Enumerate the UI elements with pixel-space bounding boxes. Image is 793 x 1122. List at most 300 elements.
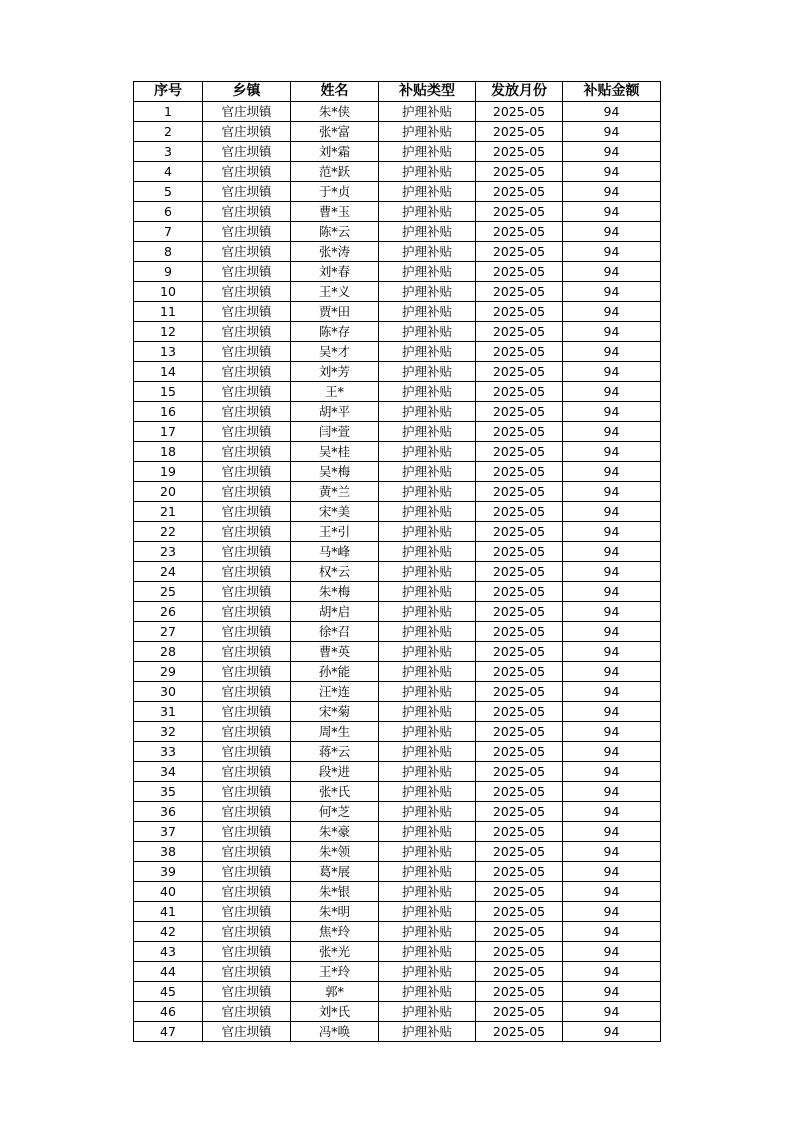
cell-subsidy-amount: 94	[563, 342, 661, 362]
table-row	[134, 942, 661, 962]
cell-issue-month: 2025-05	[476, 182, 563, 202]
table-row	[134, 682, 661, 702]
table-row	[134, 542, 661, 562]
table-row	[134, 182, 661, 202]
cell-seq: 36	[134, 802, 203, 822]
cell-town: 官庄坝镇	[203, 142, 291, 162]
cell-subsidy-type: 护理补贴	[379, 542, 476, 562]
cell-issue-month: 2025-05	[476, 442, 563, 462]
cell-seq: 43	[134, 942, 203, 962]
cell-name: 吴*桂	[291, 442, 379, 462]
cell-name: 闫*萱	[291, 422, 379, 442]
cell-town: 官庄坝镇	[203, 1002, 291, 1022]
cell-issue-month: 2025-05	[476, 1002, 563, 1022]
cell-seq: 17	[134, 422, 203, 442]
cell-subsidy-type: 护理补贴	[379, 742, 476, 762]
cell-town: 官庄坝镇	[203, 682, 291, 702]
cell-town: 官庄坝镇	[203, 382, 291, 402]
cell-seq: 41	[134, 902, 203, 922]
cell-town: 官庄坝镇	[203, 542, 291, 562]
table-row	[134, 842, 661, 862]
cell-subsidy-amount: 94	[563, 242, 661, 262]
cell-seq: 32	[134, 722, 203, 742]
cell-seq: 3	[134, 142, 203, 162]
cell-subsidy-amount: 94	[563, 782, 661, 802]
table-row	[134, 382, 661, 402]
cell-name: 汪*连	[291, 682, 379, 702]
cell-subsidy-type: 护理补贴	[379, 622, 476, 642]
cell-town: 官庄坝镇	[203, 222, 291, 242]
cell-subsidy-type: 护理补贴	[379, 462, 476, 482]
cell-town: 官庄坝镇	[203, 942, 291, 962]
cell-name: 王*	[291, 382, 379, 402]
cell-name: 葛*展	[291, 862, 379, 882]
cell-subsidy-type: 护理补贴	[379, 382, 476, 402]
cell-subsidy-type: 护理补贴	[379, 442, 476, 462]
cell-town: 官庄坝镇	[203, 402, 291, 422]
cell-subsidy-amount: 94	[563, 362, 661, 382]
cell-subsidy-amount: 94	[563, 542, 661, 562]
cell-name: 孙*能	[291, 662, 379, 682]
table-row	[134, 462, 661, 482]
cell-subsidy-type: 护理补贴	[379, 562, 476, 582]
cell-subsidy-amount: 94	[563, 622, 661, 642]
cell-subsidy-type: 护理补贴	[379, 942, 476, 962]
cell-issue-month: 2025-05	[476, 602, 563, 622]
cell-subsidy-type: 护理补贴	[379, 522, 476, 542]
cell-name: 权*云	[291, 562, 379, 582]
cell-subsidy-type: 护理补贴	[379, 362, 476, 382]
cell-issue-month: 2025-05	[476, 562, 563, 582]
cell-name: 黄*兰	[291, 482, 379, 502]
cell-subsidy-type: 护理补贴	[379, 1022, 476, 1042]
cell-seq: 26	[134, 602, 203, 622]
cell-issue-month: 2025-05	[476, 522, 563, 542]
header-issue-month: 发放月份	[476, 82, 563, 102]
cell-name: 周*生	[291, 722, 379, 742]
cell-subsidy-amount: 94	[563, 422, 661, 442]
cell-issue-month: 2025-05	[476, 222, 563, 242]
cell-seq: 2	[134, 122, 203, 142]
cell-seq: 38	[134, 842, 203, 862]
cell-town: 官庄坝镇	[203, 802, 291, 822]
cell-subsidy-amount: 94	[563, 322, 661, 342]
cell-name: 段*进	[291, 762, 379, 782]
cell-town: 官庄坝镇	[203, 762, 291, 782]
cell-subsidy-amount: 94	[563, 1022, 661, 1042]
cell-issue-month: 2025-05	[476, 122, 563, 142]
cell-name: 宋*菊	[291, 702, 379, 722]
cell-name: 陈*云	[291, 222, 379, 242]
table-row	[134, 822, 661, 842]
cell-subsidy-amount: 94	[563, 122, 661, 142]
cell-issue-month: 2025-05	[476, 662, 563, 682]
header-subsidy-type: 补贴类型	[379, 82, 476, 102]
cell-subsidy-type: 护理补贴	[379, 102, 476, 122]
cell-issue-month: 2025-05	[476, 422, 563, 442]
cell-subsidy-type: 护理补贴	[379, 842, 476, 862]
cell-subsidy-type: 护理补贴	[379, 882, 476, 902]
cell-subsidy-amount: 94	[563, 962, 661, 982]
cell-subsidy-type: 护理补贴	[379, 262, 476, 282]
cell-name: 刘*春	[291, 262, 379, 282]
cell-subsidy-type: 护理补贴	[379, 302, 476, 322]
cell-name: 郭*	[291, 982, 379, 1002]
cell-town: 官庄坝镇	[203, 842, 291, 862]
cell-subsidy-type: 护理补贴	[379, 982, 476, 1002]
cell-subsidy-amount: 94	[563, 942, 661, 962]
table-row	[134, 482, 661, 502]
cell-issue-month: 2025-05	[476, 102, 563, 122]
cell-name: 朱*明	[291, 902, 379, 922]
cell-subsidy-type: 护理补贴	[379, 502, 476, 522]
cell-subsidy-amount: 94	[563, 842, 661, 862]
cell-issue-month: 2025-05	[476, 342, 563, 362]
table-row	[134, 1002, 661, 1022]
cell-town: 官庄坝镇	[203, 102, 291, 122]
cell-subsidy-type: 护理补贴	[379, 422, 476, 442]
cell-subsidy-type: 护理补贴	[379, 822, 476, 842]
cell-town: 官庄坝镇	[203, 122, 291, 142]
cell-name: 于*贞	[291, 182, 379, 202]
cell-subsidy-amount: 94	[563, 722, 661, 742]
table-row	[134, 922, 661, 942]
cell-subsidy-type: 护理补贴	[379, 182, 476, 202]
cell-name: 朱*银	[291, 882, 379, 902]
cell-seq: 16	[134, 402, 203, 422]
cell-seq: 42	[134, 922, 203, 942]
cell-town: 官庄坝镇	[203, 362, 291, 382]
table-row	[134, 262, 661, 282]
cell-seq: 12	[134, 322, 203, 342]
cell-issue-month: 2025-05	[476, 882, 563, 902]
cell-issue-month: 2025-05	[476, 942, 563, 962]
cell-subsidy-type: 护理补贴	[379, 802, 476, 822]
cell-seq: 34	[134, 762, 203, 782]
cell-seq: 9	[134, 262, 203, 282]
cell-subsidy-amount: 94	[563, 882, 661, 902]
cell-town: 官庄坝镇	[203, 482, 291, 502]
cell-town: 官庄坝镇	[203, 622, 291, 642]
table-row	[134, 862, 661, 882]
cell-name: 宋*美	[291, 502, 379, 522]
cell-issue-month: 2025-05	[476, 762, 563, 782]
cell-subsidy-type: 护理补贴	[379, 282, 476, 302]
cell-issue-month: 2025-05	[476, 462, 563, 482]
cell-seq: 22	[134, 522, 203, 542]
cell-seq: 27	[134, 622, 203, 642]
cell-name: 胡*平	[291, 402, 379, 422]
cell-seq: 1	[134, 102, 203, 122]
cell-town: 官庄坝镇	[203, 422, 291, 442]
cell-issue-month: 2025-05	[476, 502, 563, 522]
cell-name: 马*峰	[291, 542, 379, 562]
cell-name: 王*义	[291, 282, 379, 302]
cell-name: 王*玲	[291, 962, 379, 982]
table-row	[134, 122, 661, 142]
cell-issue-month: 2025-05	[476, 802, 563, 822]
cell-seq: 40	[134, 882, 203, 902]
cell-name: 徐*召	[291, 622, 379, 642]
cell-subsidy-amount: 94	[563, 902, 661, 922]
cell-subsidy-type: 护理补贴	[379, 402, 476, 422]
cell-issue-month: 2025-05	[476, 862, 563, 882]
cell-seq: 35	[134, 782, 203, 802]
cell-town: 官庄坝镇	[203, 302, 291, 322]
table-row	[134, 502, 661, 522]
cell-subsidy-amount: 94	[563, 202, 661, 222]
cell-town: 官庄坝镇	[203, 902, 291, 922]
cell-name: 贾*田	[291, 302, 379, 322]
table-body	[134, 102, 661, 1042]
cell-issue-month: 2025-05	[476, 982, 563, 1002]
cell-seq: 29	[134, 662, 203, 682]
cell-subsidy-type: 护理补贴	[379, 1002, 476, 1022]
cell-issue-month: 2025-05	[476, 382, 563, 402]
cell-subsidy-type: 护理补贴	[379, 162, 476, 182]
cell-town: 官庄坝镇	[203, 1022, 291, 1042]
cell-name: 张*富	[291, 122, 379, 142]
cell-seq: 6	[134, 202, 203, 222]
cell-name: 范*跃	[291, 162, 379, 182]
cell-subsidy-type: 护理补贴	[379, 122, 476, 142]
cell-name: 吴*才	[291, 342, 379, 362]
cell-subsidy-amount: 94	[563, 662, 661, 682]
cell-issue-month: 2025-05	[476, 962, 563, 982]
table-row	[134, 802, 661, 822]
cell-name: 刘*芳	[291, 362, 379, 382]
cell-name: 张*氏	[291, 782, 379, 802]
cell-subsidy-amount: 94	[563, 742, 661, 762]
cell-subsidy-type: 护理补贴	[379, 242, 476, 262]
table-row	[134, 322, 661, 342]
table-row	[134, 602, 661, 622]
cell-town: 官庄坝镇	[203, 782, 291, 802]
cell-issue-month: 2025-05	[476, 282, 563, 302]
cell-seq: 15	[134, 382, 203, 402]
cell-subsidy-amount: 94	[563, 222, 661, 242]
cell-name: 何*芝	[291, 802, 379, 822]
table-row	[134, 362, 661, 382]
cell-seq: 44	[134, 962, 203, 982]
header-town: 乡镇	[203, 82, 291, 102]
cell-name: 朱*豪	[291, 822, 379, 842]
cell-name: 张*光	[291, 942, 379, 962]
cell-subsidy-amount: 94	[563, 382, 661, 402]
cell-subsidy-amount: 94	[563, 802, 661, 822]
cell-town: 官庄坝镇	[203, 962, 291, 982]
cell-subsidy-amount: 94	[563, 102, 661, 122]
cell-issue-month: 2025-05	[476, 542, 563, 562]
cell-issue-month: 2025-05	[476, 142, 563, 162]
cell-town: 官庄坝镇	[203, 982, 291, 1002]
cell-subsidy-type: 护理补贴	[379, 342, 476, 362]
cell-seq: 5	[134, 182, 203, 202]
cell-seq: 4	[134, 162, 203, 182]
cell-town: 官庄坝镇	[203, 822, 291, 842]
cell-subsidy-type: 护理补贴	[379, 922, 476, 942]
cell-name: 刘*霜	[291, 142, 379, 162]
cell-subsidy-amount: 94	[563, 1002, 661, 1022]
cell-subsidy-type: 护理补贴	[379, 322, 476, 342]
cell-seq: 13	[134, 342, 203, 362]
cell-subsidy-amount: 94	[563, 522, 661, 542]
table-row	[134, 222, 661, 242]
cell-town: 官庄坝镇	[203, 702, 291, 722]
table-row	[134, 722, 661, 742]
cell-town: 官庄坝镇	[203, 562, 291, 582]
cell-seq: 37	[134, 822, 203, 842]
cell-town: 官庄坝镇	[203, 262, 291, 282]
cell-seq: 47	[134, 1022, 203, 1042]
cell-name: 吴*梅	[291, 462, 379, 482]
cell-name: 王*引	[291, 522, 379, 542]
table-header	[134, 82, 661, 102]
table-row	[134, 982, 661, 1002]
cell-issue-month: 2025-05	[476, 202, 563, 222]
cell-seq: 8	[134, 242, 203, 262]
table-row	[134, 702, 661, 722]
cell-subsidy-type: 护理补贴	[379, 782, 476, 802]
table-row	[134, 342, 661, 362]
cell-town: 官庄坝镇	[203, 242, 291, 262]
cell-town: 官庄坝镇	[203, 582, 291, 602]
cell-name: 胡*启	[291, 602, 379, 622]
cell-name: 蒋*云	[291, 742, 379, 762]
cell-seq: 11	[134, 302, 203, 322]
cell-town: 官庄坝镇	[203, 882, 291, 902]
cell-subsidy-type: 护理补贴	[379, 722, 476, 742]
cell-subsidy-type: 护理补贴	[379, 662, 476, 682]
cell-subsidy-amount: 94	[563, 142, 661, 162]
cell-town: 官庄坝镇	[203, 522, 291, 542]
header-row	[134, 82, 661, 102]
table-row	[134, 1022, 661, 1042]
cell-seq: 39	[134, 862, 203, 882]
cell-name: 刘*氏	[291, 1002, 379, 1022]
cell-seq: 33	[134, 742, 203, 762]
cell-name: 曹*玉	[291, 202, 379, 222]
cell-name: 冯*唤	[291, 1022, 379, 1042]
cell-subsidy-type: 护理补贴	[379, 862, 476, 882]
table-row	[134, 642, 661, 662]
cell-subsidy-amount: 94	[563, 402, 661, 422]
cell-subsidy-amount: 94	[563, 642, 661, 662]
cell-subsidy-amount: 94	[563, 602, 661, 622]
cell-subsidy-amount: 94	[563, 482, 661, 502]
header-name: 姓名	[291, 82, 379, 102]
table-row	[134, 302, 661, 322]
cell-town: 官庄坝镇	[203, 862, 291, 882]
table-row	[134, 282, 661, 302]
cell-subsidy-amount: 94	[563, 502, 661, 522]
cell-town: 官庄坝镇	[203, 442, 291, 462]
cell-issue-month: 2025-05	[476, 322, 563, 342]
cell-subsidy-amount: 94	[563, 702, 661, 722]
cell-subsidy-amount: 94	[563, 982, 661, 1002]
cell-seq: 20	[134, 482, 203, 502]
cell-subsidy-amount: 94	[563, 862, 661, 882]
table-row	[134, 522, 661, 542]
cell-seq: 10	[134, 282, 203, 302]
cell-issue-month: 2025-05	[476, 822, 563, 842]
cell-subsidy-amount: 94	[563, 182, 661, 202]
cell-seq: 28	[134, 642, 203, 662]
cell-issue-month: 2025-05	[476, 742, 563, 762]
table-row	[134, 962, 661, 982]
cell-subsidy-type: 护理补贴	[379, 602, 476, 622]
cell-issue-month: 2025-05	[476, 922, 563, 942]
cell-name: 朱*领	[291, 842, 379, 862]
cell-town: 官庄坝镇	[203, 462, 291, 482]
cell-issue-month: 2025-05	[476, 1022, 563, 1042]
cell-issue-month: 2025-05	[476, 242, 563, 262]
cell-name: 焦*玲	[291, 922, 379, 942]
cell-subsidy-amount: 94	[563, 762, 661, 782]
cell-subsidy-type: 护理补贴	[379, 202, 476, 222]
table-row	[134, 242, 661, 262]
cell-subsidy-amount: 94	[563, 282, 661, 302]
cell-subsidy-amount: 94	[563, 462, 661, 482]
cell-issue-month: 2025-05	[476, 842, 563, 862]
cell-town: 官庄坝镇	[203, 182, 291, 202]
cell-issue-month: 2025-05	[476, 482, 563, 502]
subsidy-table	[133, 81, 661, 1042]
cell-issue-month: 2025-05	[476, 162, 563, 182]
cell-subsidy-amount: 94	[563, 582, 661, 602]
table-row	[134, 142, 661, 162]
cell-seq: 46	[134, 1002, 203, 1022]
cell-seq: 30	[134, 682, 203, 702]
cell-town: 官庄坝镇	[203, 642, 291, 662]
table-row	[134, 762, 661, 782]
cell-issue-month: 2025-05	[476, 902, 563, 922]
cell-name: 张*涛	[291, 242, 379, 262]
cell-town: 官庄坝镇	[203, 922, 291, 942]
cell-issue-month: 2025-05	[476, 362, 563, 382]
cell-subsidy-amount: 94	[563, 442, 661, 462]
cell-seq: 23	[134, 542, 203, 562]
cell-seq: 19	[134, 462, 203, 482]
table-row	[134, 902, 661, 922]
cell-subsidy-amount: 94	[563, 922, 661, 942]
header-seq: 序号	[134, 82, 203, 102]
table-row	[134, 662, 661, 682]
cell-town: 官庄坝镇	[203, 502, 291, 522]
cell-town: 官庄坝镇	[203, 322, 291, 342]
table-row	[134, 782, 661, 802]
table-row	[134, 422, 661, 442]
table-row	[134, 742, 661, 762]
cell-town: 官庄坝镇	[203, 602, 291, 622]
cell-town: 官庄坝镇	[203, 202, 291, 222]
cell-issue-month: 2025-05	[476, 302, 563, 322]
cell-subsidy-amount: 94	[563, 262, 661, 282]
cell-name: 陈*存	[291, 322, 379, 342]
cell-subsidy-amount: 94	[563, 562, 661, 582]
cell-town: 官庄坝镇	[203, 282, 291, 302]
cell-seq: 14	[134, 362, 203, 382]
cell-subsidy-type: 护理补贴	[379, 642, 476, 662]
cell-subsidy-type: 护理补贴	[379, 762, 476, 782]
cell-seq: 31	[134, 702, 203, 722]
table-row	[134, 562, 661, 582]
cell-seq: 24	[134, 562, 203, 582]
cell-subsidy-type: 护理补贴	[379, 962, 476, 982]
cell-subsidy-type: 护理补贴	[379, 222, 476, 242]
cell-issue-month: 2025-05	[476, 702, 563, 722]
cell-subsidy-amount: 94	[563, 682, 661, 702]
